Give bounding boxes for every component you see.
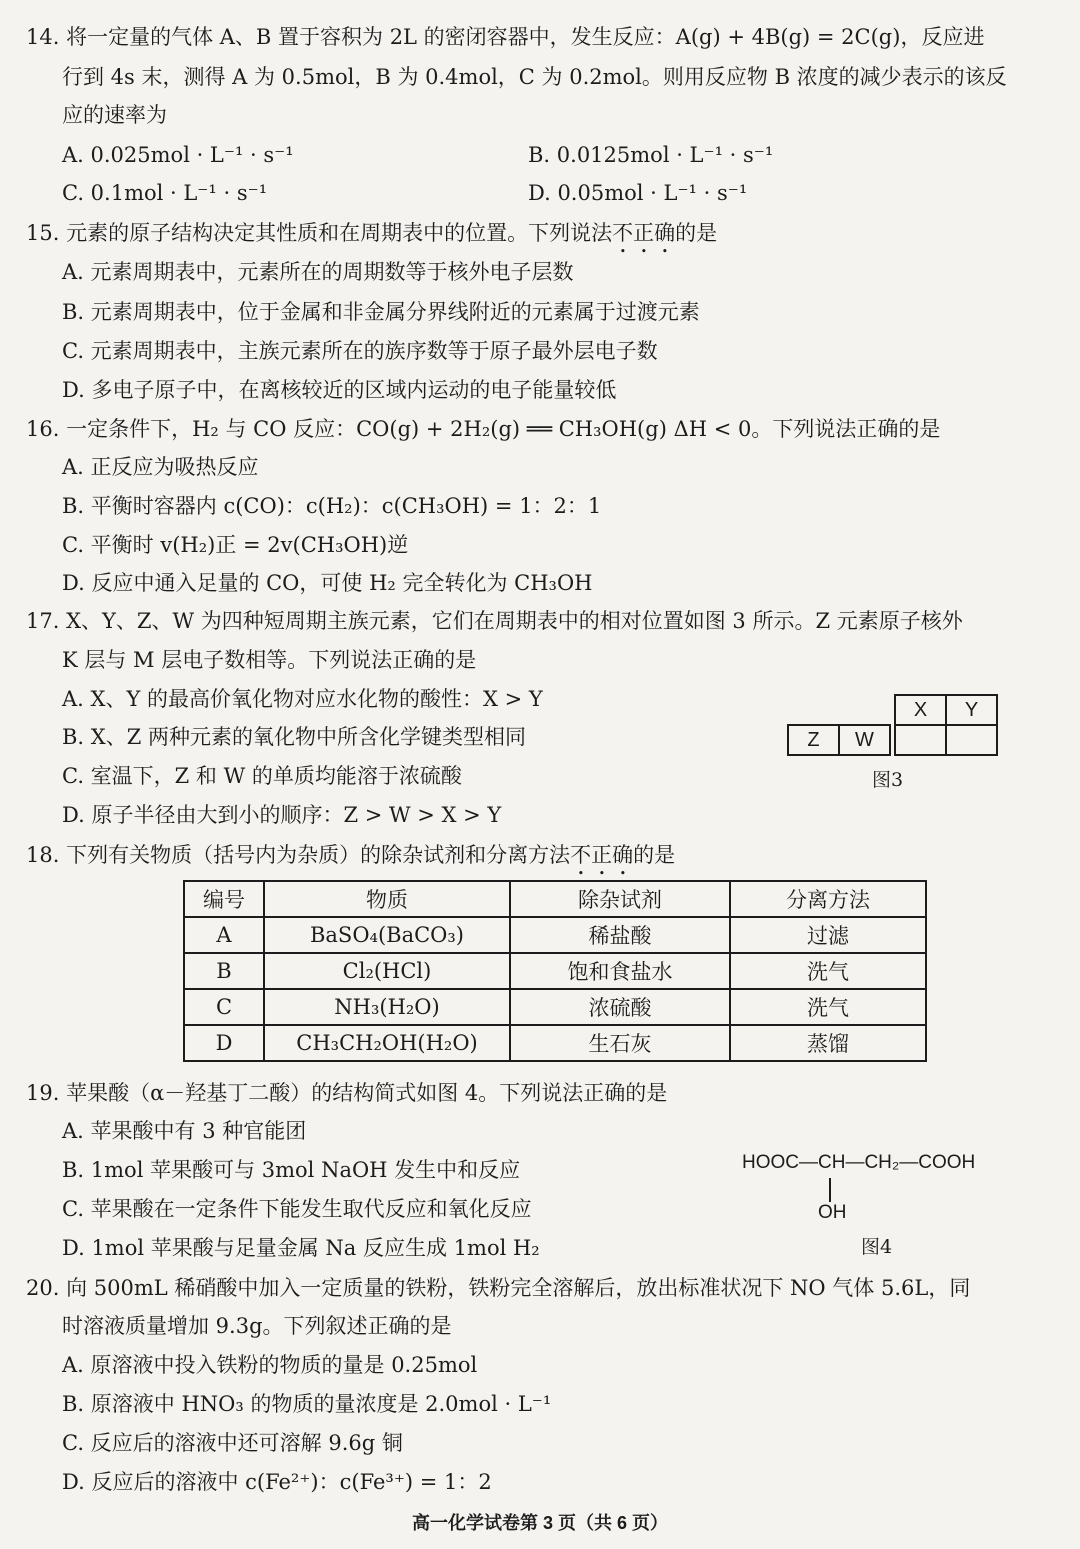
table-cell: Cl₂(HCl) <box>264 953 510 989</box>
grid-cell-empty-2 <box>945 724 998 756</box>
table-cell: B <box>184 953 264 989</box>
grid-cell-w: W <box>838 724 891 756</box>
figure-4-caption: 图4 <box>861 1236 893 1258</box>
structure-bond-line <box>829 1178 831 1202</box>
table-header: 除杂试剂 <box>510 881 730 917</box>
q17-line2: K 层与 M 层电子数相等。下列说法正确的是 <box>62 648 477 672</box>
table-cell: C <box>184 989 264 1025</box>
table-header-row <box>184 881 926 917</box>
q17-line1: 17. X、Y、Z、W 为四种短周期主族元素，它们在周期表中的相对位置如图 3 所示。Z 元素原子核外 <box>26 609 963 633</box>
q18-stem-post: 的是 <box>633 843 676 867</box>
q20-option-b: B. 原溶液中 HNO₃ 的物质的量浓度是 2.0mol · L⁻¹ <box>62 1392 552 1416</box>
q15-stem-post: 的是 <box>675 221 718 245</box>
q15-stem <box>26 218 717 258</box>
q17-option-a: A. X、Y 的最高价氧化物对应水化物的酸性：X > Y <box>62 687 543 711</box>
table-header: 物质 <box>264 881 510 917</box>
table-cell: 蒸馏 <box>730 1025 926 1061</box>
table-row <box>184 989 926 1025</box>
q15-stem-emphasis: 不正确 <box>612 221 676 245</box>
figure-3-periodic-grid <box>787 694 1001 758</box>
q17-option-b: B. X、Z 两种元素的氧化物中所含化学键类型相同 <box>62 725 526 749</box>
q20-option-a: A. 原溶液中投入铁粉的物质的量是 0.25mol <box>62 1353 478 1377</box>
q16-stem: 16. 一定条件下，H₂ 与 CO 反应：CO(g) + 2H₂(g) ══ CH₃OH(g) ΔH < 0。下列说法正确的是 <box>26 417 941 441</box>
q18-table <box>183 880 927 1062</box>
q14-option-c: C. 0.1mol · L⁻¹ · s⁻¹ <box>62 181 268 205</box>
q19-option-a: A. 苹果酸中有 3 种官能团 <box>62 1119 307 1143</box>
q14-option-b: B. 0.0125mol · L⁻¹ · s⁻¹ <box>528 143 774 167</box>
q16-option-c: C. 平衡时 v(H₂)正 = 2v(CH₃OH)逆 <box>62 533 409 557</box>
q18-stem-emphasis: 不正确 <box>570 843 634 867</box>
q19-option-b: B. 1mol 苹果酸可与 3mol NaOH 发生中和反应 <box>62 1158 521 1182</box>
q14-line3: 应的速率为 <box>62 103 167 127</box>
figure-3-caption: 图3 <box>872 769 904 791</box>
q14-option-d: D. 0.05mol · L⁻¹ · s⁻¹ <box>528 181 748 205</box>
structure-main-chain: HOOC—CH—CH₂—COOH <box>742 1152 976 1173</box>
q14-line1: 14. 将一定量的气体 A、B 置于容积为 2L 的密闭容器中，发生反应：A(g) + 4B(g) = 2C(g)，反应进 <box>26 25 985 49</box>
grid-cell-x: X <box>894 694 947 726</box>
q15-option-c: C. 元素周期表中，主族元素所在的族序数等于原子最外层电子数 <box>62 339 658 363</box>
grid-cell-empty-1 <box>894 724 947 756</box>
table-row <box>184 1025 926 1061</box>
table-cell: 生石灰 <box>510 1025 730 1061</box>
q19-stem: 19. 苹果酸（α－羟基丁二酸）的结构简式如图 4。下列说法正确的是 <box>26 1081 668 1105</box>
q17-option-c: C. 室温下，Z 和 W 的单质均能溶于浓硫酸 <box>62 764 462 788</box>
structure-hydroxyl: OH <box>818 1202 847 1223</box>
q16-option-d: D. 反应中通入足量的 CO，可使 H₂ 完全转化为 CH₃OH <box>62 571 593 595</box>
q18-stem <box>26 840 675 880</box>
table-header: 编号 <box>184 881 264 917</box>
q14-option-a: A. 0.025mol · L⁻¹ · s⁻¹ <box>62 143 294 167</box>
q15-option-a: A. 元素周期表中，元素所在的周期数等于核外电子层数 <box>62 260 574 284</box>
q17-option-d: D. 原子半径由大到小的顺序：Z > W > X > Y <box>62 803 502 827</box>
q15-stem-pre: 15. 元素的原子结构决定其性质和在周期表中的位置。下列说法 <box>26 221 613 245</box>
figure-4-structure <box>742 1152 976 1223</box>
table-header: 分离方法 <box>730 881 926 917</box>
table-cell: 洗气 <box>730 989 926 1025</box>
q20-line1: 20. 向 500mL 稀硝酸中加入一定质量的铁粉，铁粉完全溶解后，放出标准状况下 NO 气体 5.6L，同 <box>26 1276 971 1300</box>
q20-option-d: D. 反应后的溶液中 c(Fe²⁺)：c(Fe³⁺) = 1：2 <box>62 1470 492 1494</box>
q15-option-d: D. 多电子原子中，在离核较近的区域内运动的电子能量较低 <box>62 378 617 402</box>
q19-option-d: D. 1mol 苹果酸与足量金属 Na 反应生成 1mol H₂ <box>62 1236 540 1260</box>
table-cell: CH₃CH₂OH(H₂O) <box>264 1025 510 1061</box>
q14-line2: 行到 4s 末，测得 A 为 0.5mol，B 为 0.4mol，C 为 0.2mol。则用反应物 B 浓度的减少表示的该反 <box>62 65 1007 89</box>
table-cell: 洗气 <box>730 953 926 989</box>
table-cell: BaSO₄(BaCO₃) <box>264 917 510 953</box>
q16-option-a: A. 正反应为吸热反应 <box>62 455 259 479</box>
table-cell: 浓硫酸 <box>510 989 730 1025</box>
q18-stem-pre: 18. 下列有关物质（括号内为杂质）的除杂试剂和分离方法 <box>26 843 571 867</box>
q16-option-b: B. 平衡时容器内 c(CO)：c(H₂)：c(CH₃OH) = 1：2：1 <box>62 494 602 518</box>
table-cell: D <box>184 1025 264 1061</box>
q20-option-c: C. 反应后的溶液中还可溶解 9.6g 铜 <box>62 1431 403 1455</box>
grid-cell-y: Y <box>945 694 998 726</box>
table-cell: 饱和食盐水 <box>510 953 730 989</box>
table-cell: A <box>184 917 264 953</box>
grid-cell-z: Z <box>787 724 840 756</box>
page-footer: 高一化学试卷第 3 页（共 6 页） <box>411 1513 669 1533</box>
q15-option-b: B. 元素周期表中，位于金属和非金属分界线附近的元素属于过渡元素 <box>62 300 700 324</box>
table-row <box>184 953 926 989</box>
table-cell: 稀盐酸 <box>510 917 730 953</box>
table-cell: 过滤 <box>730 917 926 953</box>
table-cell: NH₃(H₂O) <box>264 989 510 1025</box>
q20-line2: 时溶液质量增加 9.3g。下列叙述正确的是 <box>62 1314 452 1338</box>
table-row <box>184 917 926 953</box>
q19-option-c: C. 苹果酸在一定条件下能发生取代反应和氧化反应 <box>62 1197 532 1221</box>
